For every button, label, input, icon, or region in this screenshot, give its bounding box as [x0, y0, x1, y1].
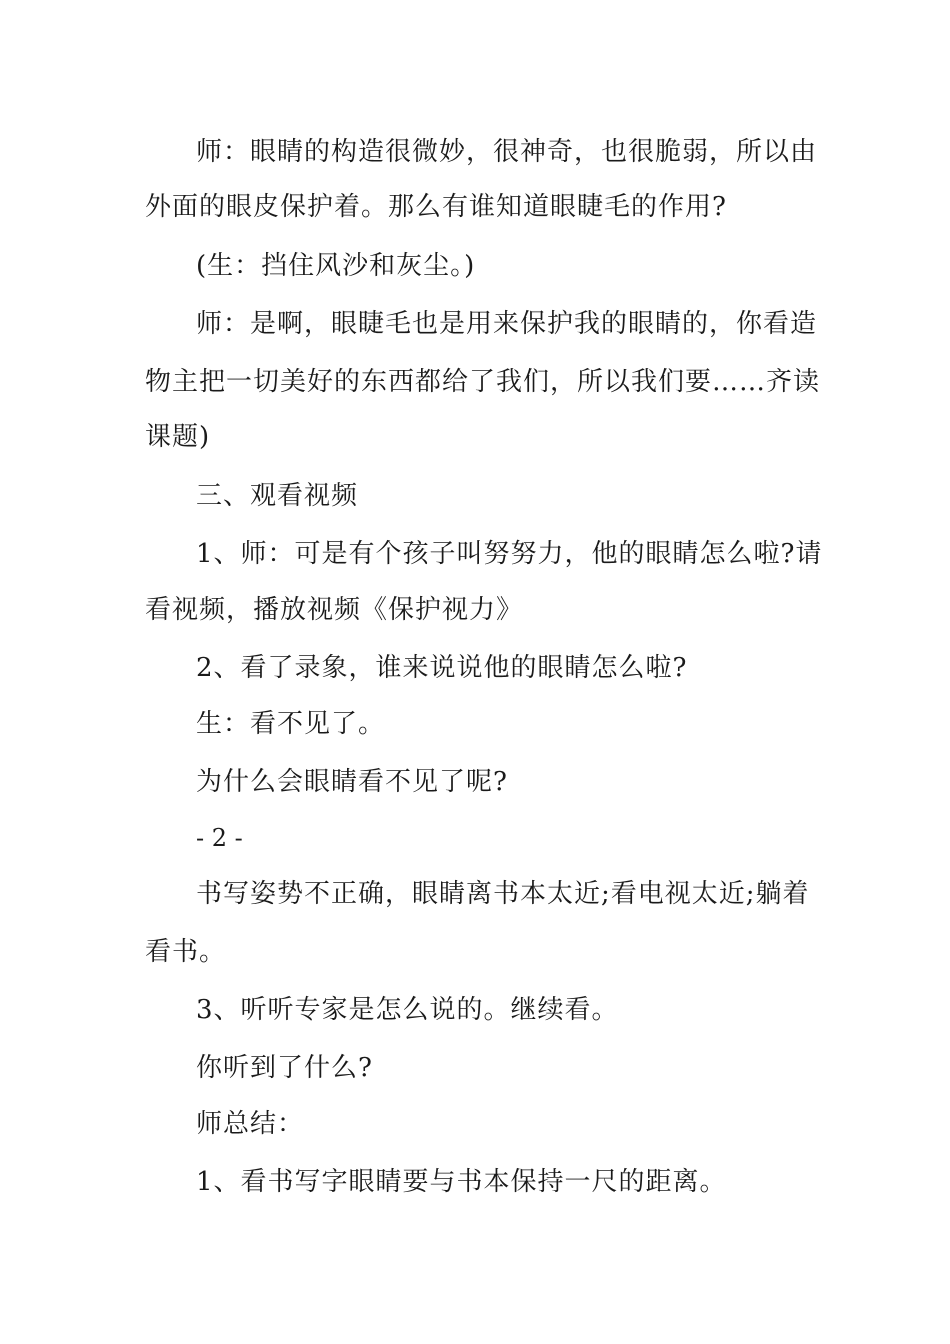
- paragraph-line: 外面的眼皮保护着。那么有谁知道眼睫毛的作用?: [145, 192, 727, 222]
- paragraph-line: 师：是啊，眼睫毛也是用来保护我的眼睛的，你看造: [196, 309, 818, 339]
- paragraph-line: 课题): [145, 422, 211, 452]
- paragraph-line: 3、听听专家是怎么说的。继续看。: [196, 995, 619, 1025]
- paragraph-line: 师：眼睛的构造很微妙，很神奇，也很脆弱，所以由: [196, 137, 818, 167]
- paragraph-line: 1、师：可是有个孩子叫努努力，他的眼睛怎么啦?请: [196, 539, 823, 569]
- paragraph-line: 为什么会眼睛看不见了呢?: [196, 767, 508, 797]
- section-heading: 三、观看视频: [196, 481, 359, 511]
- paragraph-line: 你听到了什么?: [196, 1053, 373, 1083]
- page-number: - 2 -: [196, 824, 243, 852]
- paragraph-line: 看书。: [145, 937, 227, 967]
- paragraph-line: 物主把一切美好的东西都给了我们，所以我们要……齐读: [145, 367, 821, 397]
- paragraph-line: (生：挡住风沙和灰尘。): [196, 251, 476, 281]
- paragraph-line: 生：看不见了。: [196, 709, 386, 739]
- paragraph-line: 1、看书写字眼睛要与书本保持一尺的距离。: [196, 1167, 727, 1197]
- paragraph-line: 2、看了录象，谁来说说他的眼睛怎么啦?: [196, 653, 688, 683]
- paragraph-line: 师总结：: [196, 1109, 305, 1139]
- paragraph-line: 书写姿势不正确，眼睛离书本太近;看电视太近;躺着: [196, 879, 810, 909]
- paragraph-line: 看视频，播放视频《保护视力》: [145, 595, 524, 625]
